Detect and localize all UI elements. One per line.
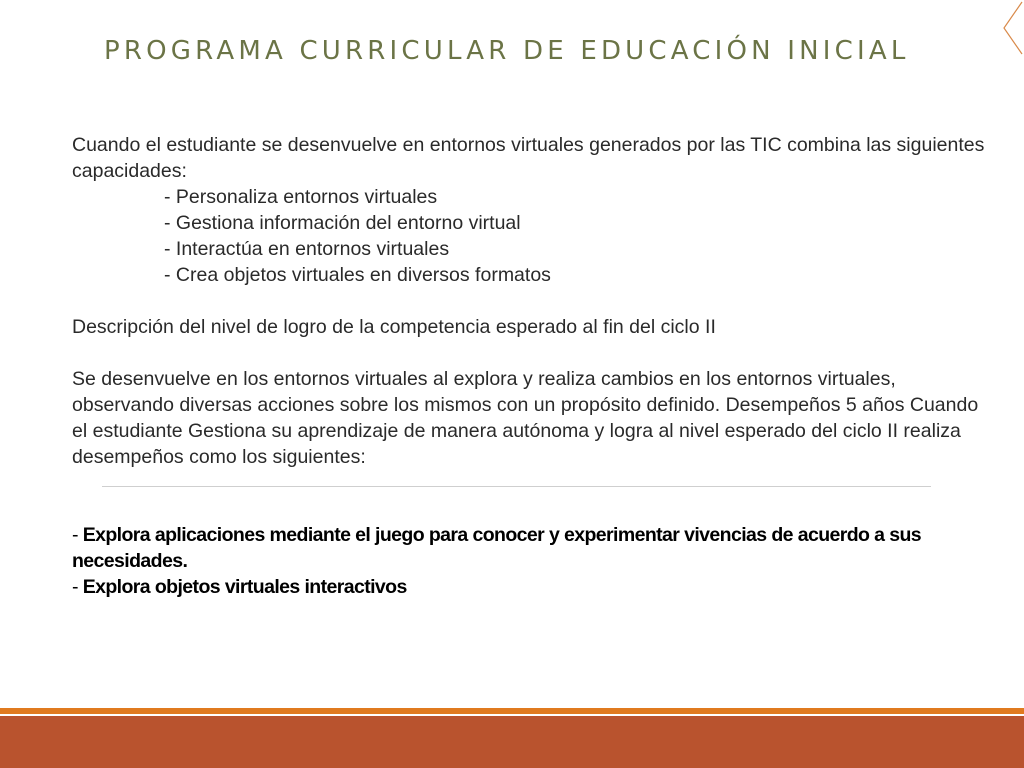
performance-item	[72, 522, 987, 574]
performance-item	[72, 574, 987, 600]
chevron-decoration-icon	[1000, 0, 1024, 56]
spacer	[72, 340, 987, 366]
footer-accent-line	[0, 708, 1024, 714]
performance-list	[72, 522, 987, 600]
performance-prefix: -	[72, 576, 83, 598]
performance-prefix: -	[72, 524, 83, 546]
description-text: Se desenvuelve en los entornos virtuales al explora y realiza cambios en los entornos virtuales, observando diversas acciones sobre los mismos con un propósito definido. Desempeños 5 años Cuando el estudiante Gestiona su aprendizaje de manera autónoma y logra al nivel esperado del ciclo II realiza desempeños como los siguientes:	[72, 368, 979, 468]
divider	[102, 486, 931, 487]
capacity-item: - Gestiona información del entorno virtual	[164, 212, 521, 234]
slide-body	[72, 132, 987, 470]
description-heading: Descripción del nivel de logro de la competencia esperado al fin del ciclo II	[72, 316, 716, 338]
slide-title: PROGRAMA CURRICULAR DE EDUCACIÓN INICIAL	[104, 36, 910, 66]
performance-text: Explora aplicaciones mediante el juego para conocer y experimentar vivencias de acuerdo a sus necesidades.	[72, 524, 922, 572]
intro-text: Cuando el estudiante se desenvuelve en entornos virtuales generados por las TIC combina las siguientes capacidades:	[72, 134, 985, 182]
spacer	[72, 288, 987, 314]
capacity-item: - Interactúa en entornos virtuales	[164, 238, 450, 260]
footer-bar	[0, 716, 1024, 768]
capacity-item: - Personaliza entornos virtuales	[164, 186, 438, 208]
capacity-item: - Crea objetos virtuales en diversos formatos	[164, 264, 551, 286]
performance-text: Explora objetos virtuales interactivos	[82, 576, 407, 598]
